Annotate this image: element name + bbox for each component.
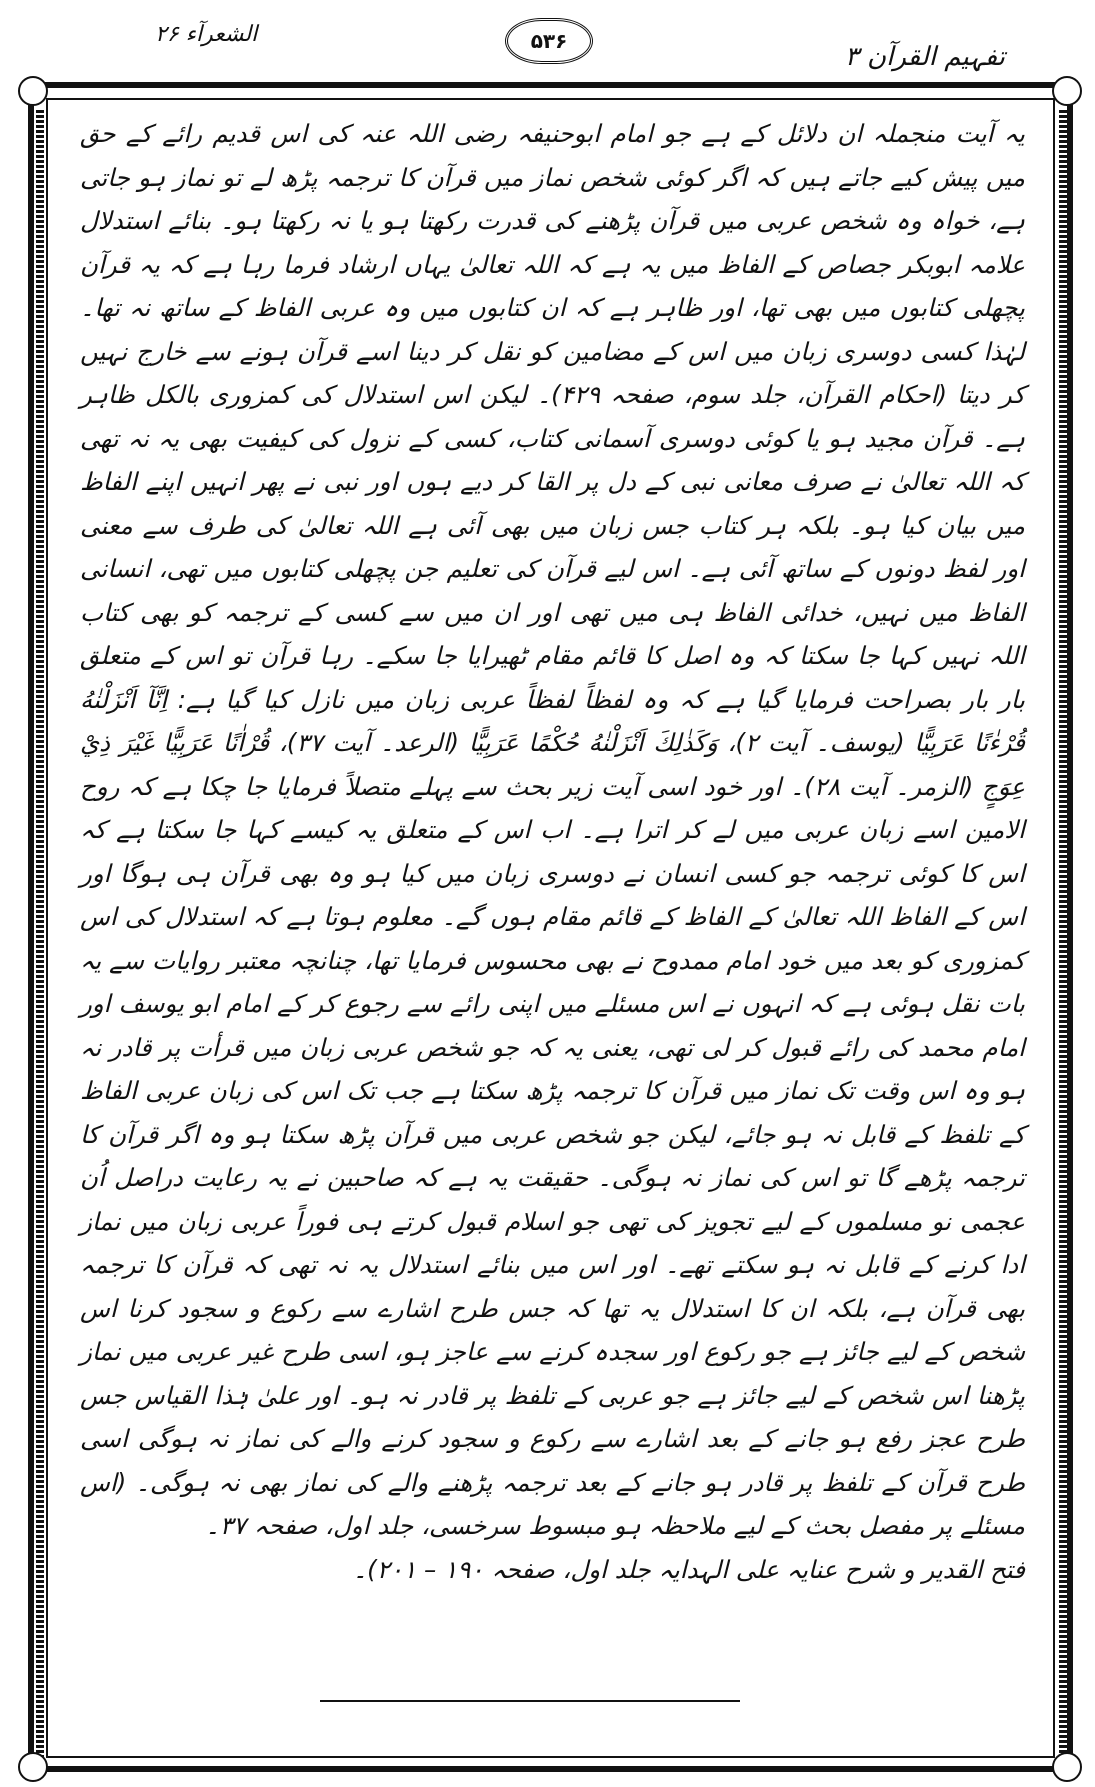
page-border-left-bar (36, 110, 44, 1760)
corner-ornament-icon (18, 1752, 48, 1782)
corner-ornament-icon (18, 76, 48, 106)
footer-rule (320, 1700, 740, 1702)
page-header (0, 0, 1095, 80)
commentary-paragraph: یہ آیت منجملہ ان دلائل کے ہے جو امام ابوحنیفہ رضی اللہ عنہ کی اس قدیم رائے کے حق میں پیش کیے جاتے ہیں کہ اگر کوئی شخص نماز میں قرآن کا ترجمہ پڑھ لے تو نماز ہو جاتی ہے، خواہ وہ شخص عربی میں قرآن پڑھنے کی قدرت رکھتا ہو یا نہ رکھتا ہو۔ بنائے استدلال علامہ ابوبکر جصاص کے الفاظ میں یہ ہے کہ اللہ تعالیٰ یہاں ارشاد فرما رہا ہے کہ یہ قرآن پچھلی کتابوں میں بھی تھا، اور ظاہر ہے کہ ان کتابوں میں وہ عربی الفاظ کے ساتھ نہ تھا۔ لہٰذا کسی دوسری زبان میں اس کے مضامین کو نقل کر دینا اسے قرآن ہونے سے خارج نہیں کر دیتا (احکام القرآن، جلد سوم، صفحہ ۴۲۹)۔ لیکن اس استدلال کی کمزوری بالکل ظاہر ہے۔ قرآن مجید ہو یا کوئی دوسری آسمانی کتاب، کسی کے نزول کی کیفیت بھی یہ نہ تھی کہ اللہ تعالیٰ نے صرف معانی نبی کے دل پر القا کر دیے ہوں اور نبی نے پھر انہیں اپنے الفاظ میں بیان کیا ہو۔ بلکہ ہر کتاب جس زبان میں بھی آئی ہے اللہ تعالیٰ کی طرف سے معنی اور لفظ دونوں کے ساتھ آئی ہے۔ اس لیے قرآن کی تعلیم جن پچھلی کتابوں میں تھی، انسانی الفاظ میں نہیں، خدائی الفاظ ہی میں تھی اور ان میں سے کسی کے ترجمہ کو بھی کتاب اللہ نہیں کہا جا سکتا کہ وہ اصل کا قائم مقام ٹھیرایا جا سکے۔ رہا قرآن تو اس کے متعلق بار بار بصراحت فرمایا گیا ہے کہ وہ لفظاً لفظاً عربی زبان میں نازل کیا گیا ہے: اِنَّآ اَنْزَلْنٰهُ قُرْءٰنًا عَرَبِيًّا (یوسف۔ آیت ۲)، وَكَذٰلِكَ اَنْزَلْنٰهُ حُكْمًا عَرَبِيًّا (الرعد۔ آیت ۳۷)، قُرْاٰنًا عَرَبِيًّا غَيْرَ ذِيْ عِوَجٍ (الزمر۔ آیت ۲۸)۔ اور خود اسی آیت زیر بحث سے پہلے متصلاً فرمایا جا چکا ہے کہ روح الامین اسے زبان عربی میں لے کر اترا ہے۔ اب اس کے متعلق یہ کیسے کہا جا سکتا ہے کہ اس کا کوئی ترجمہ جو کسی انسان نے دوسری زبان میں کیا ہو وہ بھی قرآن ہی ہوگا اور اس کے الفاظ اللہ تعالیٰ کے الفاظ کے قائم مقام ہوں گے۔ معلوم ہوتا ہے کہ استدلال کی اس کمزوری کو بعد میں خود امام ممدوح نے بھی محسوس فرمایا تھا، چنانچہ معتبر روایات سے یہ بات نقل ہوئی ہے کہ انہوں نے اس مسئلے میں اپنی رائے سے رجوع کر کے امام ابو یوسف اور امام محمد کی رائے قبول کر لی تھی، یعنی یہ کہ جو شخص عربی زبان میں قرأت پر قادر نہ ہو وہ اس وقت تک نماز میں قرآن کا ترجمہ پڑھ سکتا ہے جب تک اس کی زبان عربی الفاظ کے تلفظ کے قابل نہ ہو جائے، لیکن جو شخص عربی میں قرآن پڑھ سکتا ہو وہ اگر قرآن کا ترجمہ پڑھے گا تو اس کی نماز نہ ہوگی۔ حقیقت یہ ہے کہ صاحبین نے یہ رعایت دراصل اُن عجمی نو مسلموں کے لیے تجویز کی تھی جو اسلام قبول کرتے ہی فوراً عربی زبان میں نماز ادا کرنے کے قابل نہ ہو سکتے تھے۔ اور اس میں بنائے استدلال یہ نہ تھی کہ قرآن کا ترجمہ بھی قرآن ہے، بلکہ ان کا استدلال یہ تھا کہ جس طرح اشارے سے رکوع و سجود کرنا اس شخص کے لیے جائز ہے جو رکوع اور سجدہ کرنے سے عاجز ہو، اسی طرح غیر عربی میں نماز پڑھنا اس شخص کے لیے جائز ہے جو عربی کے تلفظ پر قادر نہ ہو۔ اور علیٰ ہٰذا القیاس جس طرح عجز رفع ہو جانے کے بعد اشارے سے رکوع و سجود کرنے والے کی نماز نہ ہوگی اسی طرح قرآن کے تلفظ پر قادر ہو جانے کے بعد ترجمہ پڑھنے والے کی نماز بھی نہ ہوگی۔ (اس مسئلے پر مفصل بحث کے لیے ملاحظہ ہو مبسوط سرخسی، جلد اول، صفحہ ۳۷۔ (80, 119, 1026, 1540)
corner-ornament-icon (1052, 1752, 1082, 1782)
chapter-title: الشعرآء ۲۶ (155, 22, 258, 47)
commentary-text (80, 112, 1025, 1591)
corner-ornament-icon (1052, 76, 1082, 106)
reference-line: فتح القدیر و شرح عنایہ علی الہدایہ جلد اول، صفحہ ۱۹۰ – ۲۰۱)۔ (352, 1554, 1025, 1584)
book-title: تفہیم القرآن ۳ (844, 42, 1005, 72)
page-number-badge: ۵۳۶ (505, 18, 593, 64)
page-border-right-bar (1059, 110, 1067, 1760)
